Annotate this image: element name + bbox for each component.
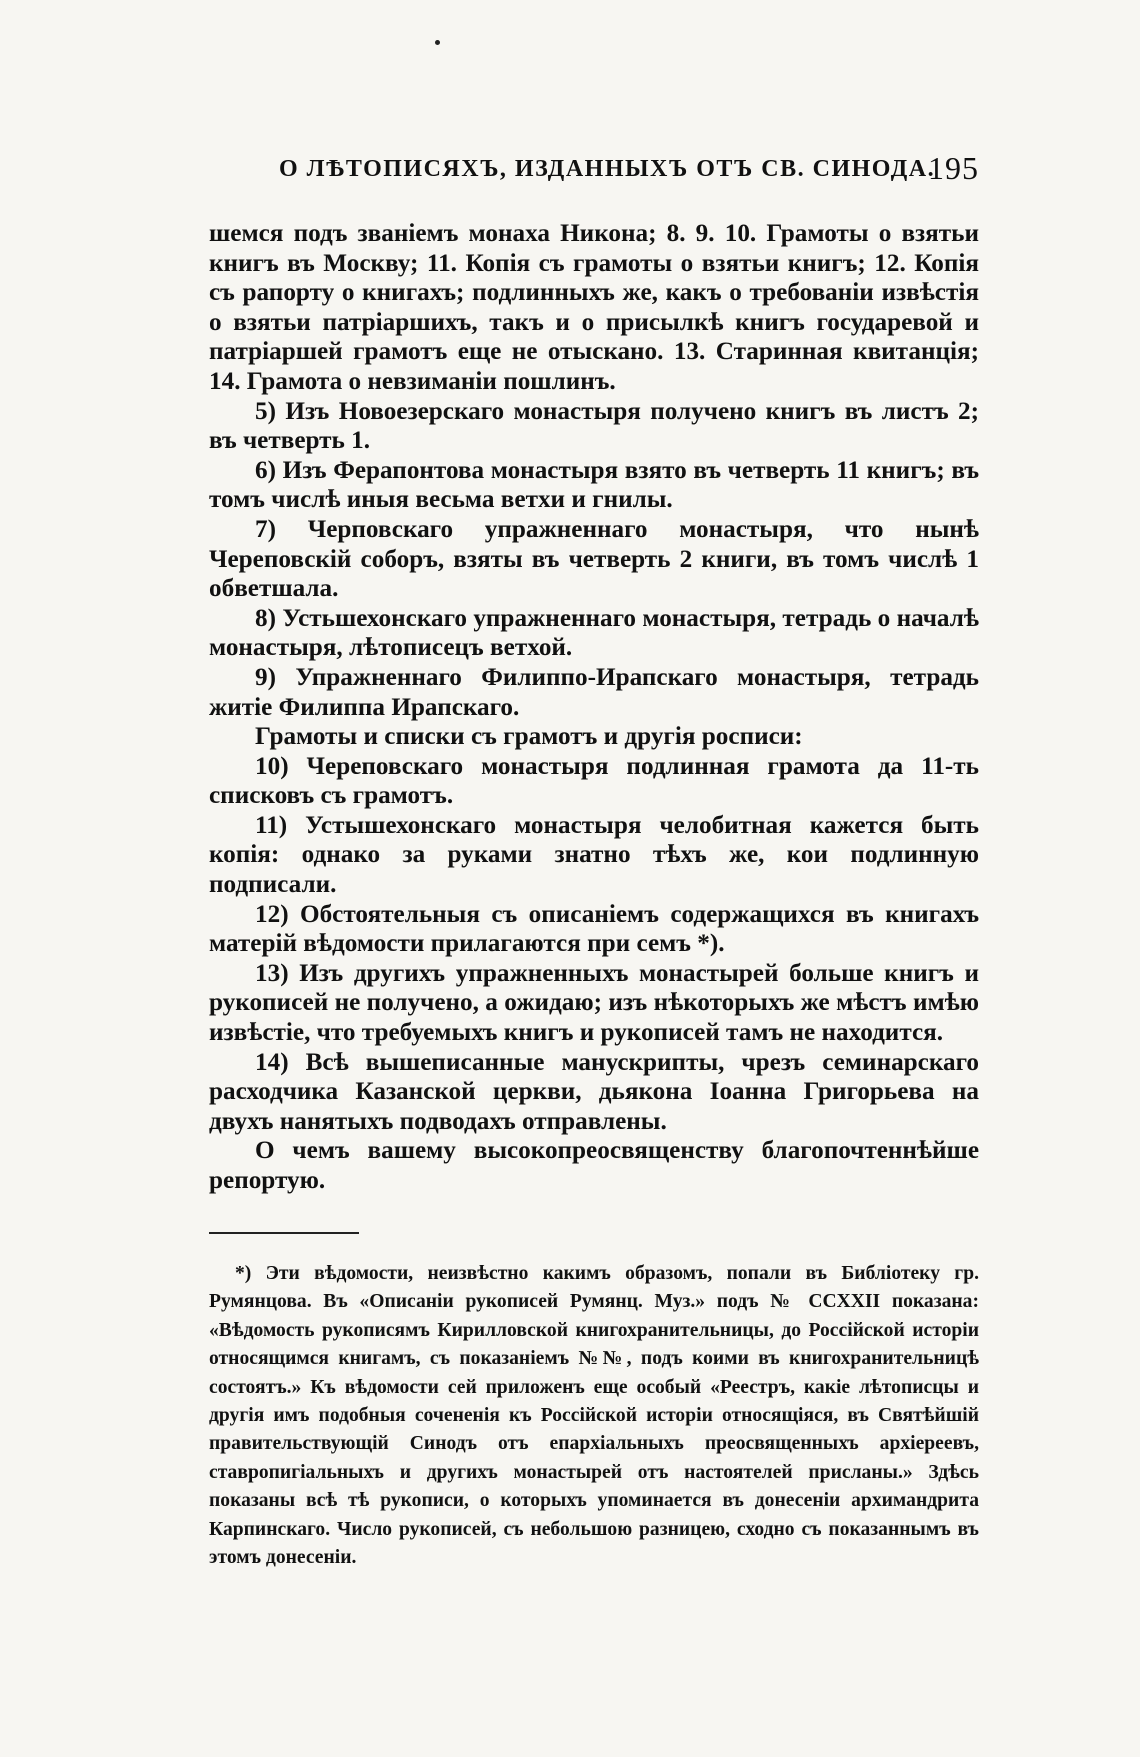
paragraph: 5) Изъ Новоезерскаго монастыря получено книгъ въ листъ 2; въ четверть 1. xyxy=(209,397,979,455)
print-speck xyxy=(435,40,440,45)
paragraph: 9) Упражненнаго Филиппо-Ирапскаго монастыря, тетрадь житіе Филиппа Ирапскаго. xyxy=(209,663,979,721)
paragraph: 11) Устышехонскаго монастыря челобитная кажется быть копія: однако за руками знатно тѣхъ же, кои подлинную подписали. xyxy=(209,811,979,899)
paragraph: О чемъ вашему высокопреосвященству благопочтеннѣйше репортую. xyxy=(209,1137,979,1194)
page-number: 195 xyxy=(928,150,979,186)
paragraph: 10) Череповскаго монастыря подлинная грамота да 11-ть списковъ съ грамотъ. xyxy=(209,752,979,810)
paragraph: шемся подъ званіемъ монаха Никона; 8. 9. 10. Грамоты о взятьи книгъ въ Москву; 11. Копія съ грамоты о взятьи книгъ; 12. Копія съ рапорту о книгахъ; подлинныхъ же, какъ о требованіи извѣстія о взятьи патріаршихъ, такъ и о присылкѣ книгъ государевой и патріаршей грамотъ еще не отыскано. 13. Старинная квитанція; 14. Грамота о невзиманіи пошлинъ. xyxy=(209,220,979,395)
main-text xyxy=(209,219,979,1196)
footnote-divider xyxy=(209,1232,359,1234)
paragraph: 8) Устьшехонскаго упражненнаго монастыря, тетрадь о началѣ монастыря, лѣтописецъ ветхой. xyxy=(209,604,979,662)
page-header xyxy=(209,150,979,190)
paragraph: 13) Изъ другихъ упражненныхъ монастырей больше книгъ и рукописей не получено, а ожидаю; изъ нѣкоторыхъ же мѣстъ имѣю извѣстіе, что требуемыхъ книгъ и рукописей тамъ не находится. xyxy=(209,959,979,1047)
paragraph: 12) Обстоятельныя съ описаніемъ содержащихся въ книгахъ матерій вѣдомости прилагаются при семъ *). xyxy=(209,900,979,958)
paragraph: 6) Изъ Ферапонтова монастыря взято въ четверть 11 книгъ; въ томъ числѣ иныя весьма ветхи и гнилы. xyxy=(209,456,979,514)
running-title: О ЛѢТОПИСЯХЪ, ИЗДАННЫХЪ ОТЪ СВ. СИНОДА. xyxy=(279,156,936,182)
paragraph: 14) Всѣ вышеписанные манускрипты, чрезъ семинарскаго расходчика Казанской церкви, дьякона Іоанна Григорьева на двухъ нанятыхъ подводахъ отправлены. xyxy=(209,1048,979,1135)
paragraph: 7) Черповскаго упражненнаго монастыря, что нынѣ Череповскій соборъ, взяты въ четверть 2 книги, въ томъ числѣ 1 обветшала. xyxy=(209,515,979,603)
footnote xyxy=(209,1260,979,1572)
footnote-text: *) Эти вѣдомости, неизвѣстно какимъ образомъ, попали въ Библіотеку гр. Румянцова. Въ «Описаніи рукописей Румянц. Муз.» подъ № CCXXII показана: «Вѣдомость рукописямъ Кирилловской книгохранительницы, до Россійской исторіи относящимся книгамъ, съ показаніемъ №№, подъ коими въ книгохранительницѣ состоятъ.» Къ вѣдомости сей приложенъ еще особый «Реестръ, какіе лѣтописцы и другія имъ подобныя сочененія къ Россійской исторіи относящіяся, въ Святѣйшій правительствующій Синодъ отъ епархіальныхъ преосвященныхъ архіереевъ, ставропигіальныхъ и другихъ монастырей отъ настоятелей присланы.» Здѣсь показаны всѣ тѣ рукописи, о которыхъ упоминается въ донесеніи архимандрита Карпинскаго. Число рукописей, съ небольшою разницею, сходно съ показаннымъ въ этомъ донесеніи. xyxy=(209,1263,979,1569)
paragraph: Грамоты и списки съ грамотъ и другія росписи: xyxy=(255,723,803,751)
